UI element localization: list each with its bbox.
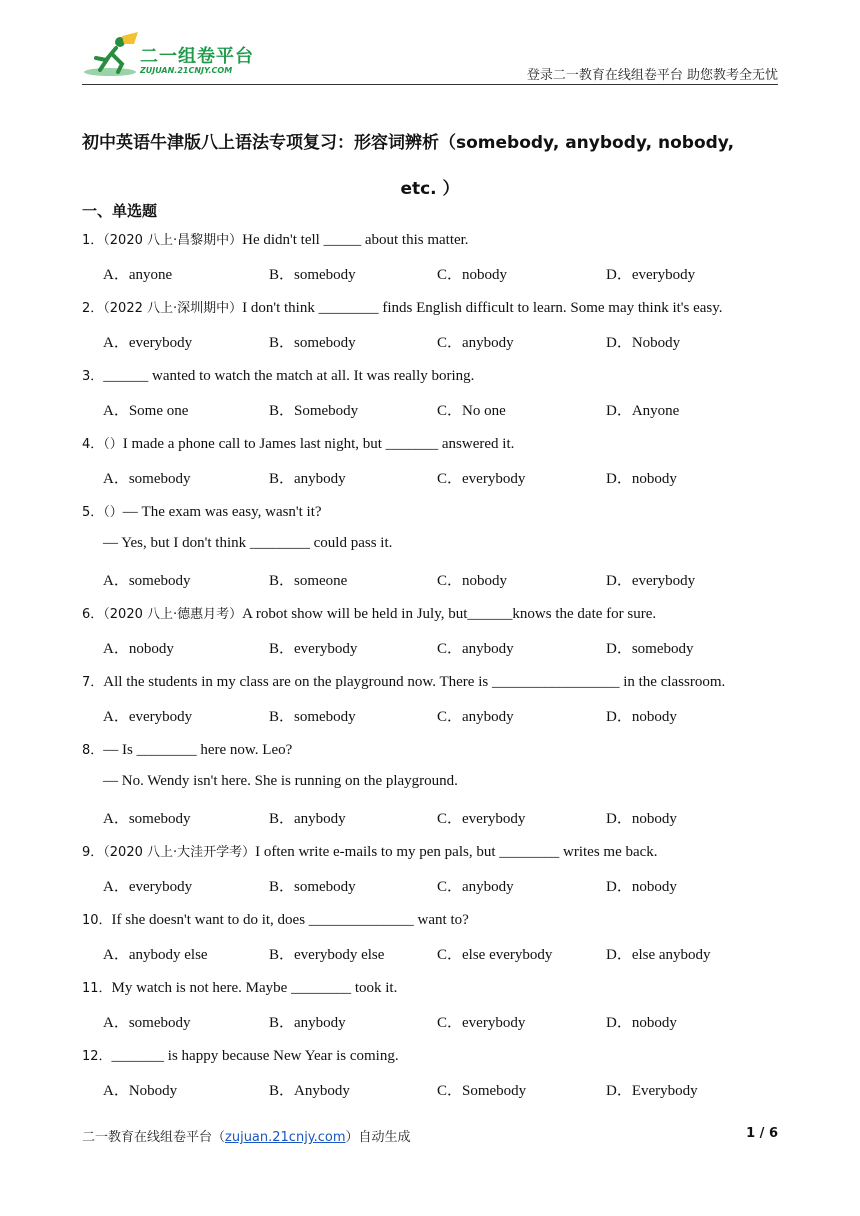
logo-subtitle: ZUJUAN.21CNJY.COM bbox=[140, 66, 233, 75]
question-number: 4． bbox=[82, 437, 104, 452]
question-number: 10． bbox=[82, 913, 112, 928]
question-text: A robot show will be held in July, but______knows the date for sure. bbox=[242, 606, 657, 622]
logo-text: 二一组卷平台 bbox=[140, 46, 254, 67]
option-a[interactable]: A．Nobody bbox=[103, 1083, 178, 1099]
option-d[interactable]: D．Anyone bbox=[606, 403, 680, 419]
option-a[interactable]: A．anybody else bbox=[103, 947, 208, 963]
site-logo[interactable] bbox=[82, 30, 282, 80]
question-7 bbox=[82, 671, 725, 691]
question-4 bbox=[82, 433, 514, 453]
option-a[interactable]: A．somebody bbox=[103, 573, 191, 589]
question-text: — Is ________ here now. Leo? bbox=[103, 742, 293, 758]
question-text: My watch is not here. Maybe ________ took it. bbox=[111, 980, 398, 996]
question-text: He didn't tell _____ about this matter. bbox=[242, 232, 469, 248]
question-number: 7． bbox=[82, 675, 104, 690]
question-source: （2020 八上·德惠月考） bbox=[103, 607, 243, 622]
option-b[interactable]: B．somebody bbox=[269, 267, 356, 283]
option-b[interactable]: B．everybody bbox=[269, 641, 358, 657]
question-number: 9． bbox=[82, 845, 104, 860]
footer-suffix: ）自动生成 bbox=[345, 1130, 411, 1145]
option-d[interactable]: D．nobody bbox=[606, 1015, 677, 1031]
option-c[interactable]: C．nobody bbox=[437, 267, 508, 283]
option-c[interactable]: C．Somebody bbox=[437, 1083, 527, 1099]
title-line-2: etc. ） bbox=[400, 179, 460, 199]
header-slogan: 登录二一教育在线组卷平台 助您教考全无忧 bbox=[526, 68, 778, 83]
question-2 bbox=[82, 297, 723, 317]
option-d[interactable]: D．nobody bbox=[606, 811, 677, 827]
option-b[interactable]: B．everybody else bbox=[269, 947, 385, 963]
question-text: If she doesn't want to do it, does ______________ want to? bbox=[111, 912, 469, 928]
question-text-line-2: — No. Wendy isn't here. She is running on the playground. bbox=[103, 773, 458, 789]
option-c[interactable]: C．nobody bbox=[437, 573, 508, 589]
page-footer bbox=[82, 1126, 411, 1145]
option-b[interactable]: B．Somebody bbox=[269, 403, 359, 419]
section-heading: 一、单选题 bbox=[82, 202, 158, 220]
option-d[interactable]: D．everybody bbox=[606, 573, 696, 589]
page-header bbox=[82, 30, 778, 85]
question-text: — The exam was easy, wasn't it? bbox=[122, 504, 322, 520]
option-a[interactable]: A．anyone bbox=[103, 267, 173, 283]
option-a[interactable]: A．somebody bbox=[103, 471, 191, 487]
question-source: （） bbox=[103, 437, 123, 452]
question-9 bbox=[82, 841, 658, 861]
option-d[interactable]: D．everybody bbox=[606, 267, 696, 283]
option-a[interactable]: A．everybody bbox=[103, 879, 193, 895]
title-line-1: 初中英语牛津版八上语法专项复习：形容词辨析（somebody, anybody, nobody, bbox=[82, 133, 735, 153]
question-text: I don't think ________ finds English difficult to learn. Some may think it's easy. bbox=[242, 300, 723, 316]
question-source: （2020 八上·昌黎期中） bbox=[103, 233, 243, 248]
document-title bbox=[82, 120, 778, 212]
option-d[interactable]: D．Everybody bbox=[606, 1083, 698, 1099]
option-a[interactable]: A．somebody bbox=[103, 1015, 191, 1031]
question-12 bbox=[82, 1045, 399, 1065]
question-source: （） bbox=[103, 505, 123, 520]
question-3 bbox=[82, 365, 474, 385]
question-number: 6． bbox=[82, 607, 104, 622]
question-text: ______ wanted to watch the match at all. It was really boring. bbox=[103, 368, 475, 384]
option-d[interactable]: D．Nobody bbox=[606, 335, 681, 351]
option-c[interactable]: C．else everybody bbox=[437, 947, 553, 963]
option-c[interactable]: C．anybody bbox=[437, 709, 514, 725]
option-a[interactable]: A．nobody bbox=[103, 641, 174, 657]
question-number: 12． bbox=[82, 1049, 112, 1064]
question-text: _______ is happy because New Year is coming. bbox=[111, 1048, 399, 1064]
option-d[interactable]: D．nobody bbox=[606, 709, 677, 725]
question-number: 5． bbox=[82, 505, 104, 520]
question-source: （2022 八上·深圳期中） bbox=[103, 301, 243, 316]
option-b[interactable]: B．Anybody bbox=[269, 1083, 350, 1099]
question-source: （2020 八上·大洼开学考） bbox=[103, 845, 256, 860]
option-b[interactable]: B．anybody bbox=[269, 811, 346, 827]
page-number: 1 / 6 bbox=[746, 1126, 778, 1141]
option-d[interactable]: D．else anybody bbox=[606, 947, 711, 963]
option-c[interactable]: C．everybody bbox=[437, 1015, 526, 1031]
question-text-line-2: — Yes, but I don't think ________ could pass it. bbox=[103, 535, 393, 551]
option-b[interactable]: B．somebody bbox=[269, 709, 356, 725]
question-1 bbox=[82, 229, 469, 249]
question-number: 3． bbox=[82, 369, 104, 384]
option-c[interactable]: C．everybody bbox=[437, 471, 526, 487]
option-c[interactable]: C．No one bbox=[437, 403, 506, 419]
option-c[interactable]: C．anybody bbox=[437, 335, 514, 351]
runner-logo-icon bbox=[82, 30, 142, 80]
option-b[interactable]: B．someone bbox=[269, 573, 348, 589]
question-text: I made a phone call to James last night, but _______ answered it. bbox=[122, 436, 515, 452]
option-a[interactable]: A．somebody bbox=[103, 811, 191, 827]
option-b[interactable]: B．anybody bbox=[269, 471, 346, 487]
question-text: I often write e-mails to my pen pals, but ________ writes me back. bbox=[255, 844, 658, 860]
question-11 bbox=[82, 977, 397, 997]
question-number: 8． bbox=[82, 743, 104, 758]
option-c[interactable]: C．everybody bbox=[437, 811, 526, 827]
question-10 bbox=[82, 909, 469, 929]
option-d[interactable]: D．nobody bbox=[606, 879, 677, 895]
question-8 bbox=[82, 739, 292, 759]
option-d[interactable]: D．nobody bbox=[606, 471, 677, 487]
footer-link[interactable]: zujuan.21cnjy.com bbox=[225, 1130, 346, 1145]
option-a[interactable]: A．everybody bbox=[103, 335, 193, 351]
option-c[interactable]: C．anybody bbox=[437, 879, 514, 895]
option-c[interactable]: C．anybody bbox=[437, 641, 514, 657]
option-a[interactable]: A．everybody bbox=[103, 709, 193, 725]
question-number: 1． bbox=[82, 233, 104, 248]
option-b[interactable]: B．somebody bbox=[269, 335, 356, 351]
option-a[interactable]: A．Some one bbox=[103, 403, 189, 419]
option-b[interactable]: B．somebody bbox=[269, 879, 356, 895]
question-6 bbox=[82, 603, 656, 623]
footer-prefix: 二一教育在线组卷平台（ bbox=[82, 1130, 226, 1145]
option-d[interactable]: D．somebody bbox=[606, 641, 694, 657]
question-text: All the students in my class are on the playground now. There is _________________ in the classroom. bbox=[103, 674, 726, 690]
question-number: 2． bbox=[82, 301, 104, 316]
option-b[interactable]: B．anybody bbox=[269, 1015, 346, 1031]
question-5 bbox=[82, 501, 322, 521]
question-number: 11． bbox=[82, 981, 112, 996]
